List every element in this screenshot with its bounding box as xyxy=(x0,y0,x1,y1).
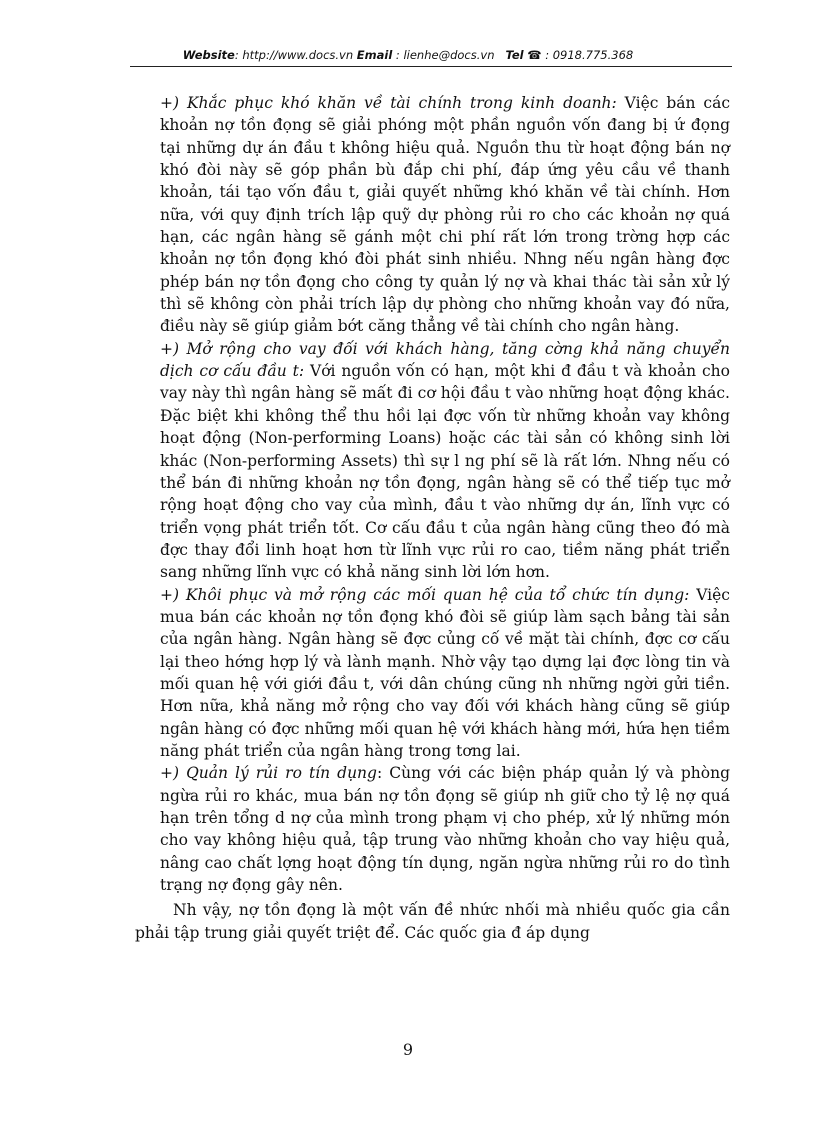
paragraph-financial xyxy=(160,92,730,338)
paragraph-text: Việc bán các khoản nợ tồn đọng sẽ giải phóng một phần nguồn vốn đang bị ứ đọng tại những dự án đầu t không hiệu quả. Nguồn thu từ hoạt động bán nợ khó đòi này sẽ góp phần bù đắp chi phí, đáp ứng yêu cầu về thanh khoản, tái tạo vốn đầu t, giải quyết những khó khăn về tài chính. Hơn nữa, với quy định trích lập quỹ dự phòng rủi ro cho các khoản nợ quá hạn, các ngân hàng sẽ gánh một chi phí rất lớn trong trờng hợp các khoản nợ tồn đọng khó đòi phát sinh nhiều. Nhng nếu ngân hàng đợc phép bán nợ tồn đọng cho công ty quản lý nợ và khai thác tài sản xử lý thì sẽ không còn phải trích lập dự phòng cho những khoản vay đó nữa, điều này sẽ giúp giảm bớt căng thẳng về tài chính cho ngân hàng. xyxy=(160,94,731,336)
email-value: : lienhe@docs.vn xyxy=(392,48,495,62)
website-value: : http://www.docs.vn xyxy=(234,48,354,62)
paragraph-risk xyxy=(160,762,730,896)
tel-value: ☎ : 0918.775.368 xyxy=(523,48,634,62)
document-body xyxy=(135,92,731,944)
website-label: Website xyxy=(182,48,235,62)
paragraph-text: Việc mua bán các khoản nợ tồn đọng khó đòi sẽ giúp làm sạch bảng tài sản của ngân hàng. Ngân hàng sẽ đợc củng cố về mặt tài chính, đợc cơ cấu lại theo hớng hợp lý và lành mạnh. Nhờ vậy tạo dựng lại đợc lòng tin và mối quan hệ với giới đầu t, với dân chúng cũng nh những ngời gửi tiền. Hơn nữa, khả năng mở rộng cho vay đối với khách hàng cũng sẽ giúp ngân hàng có đợc những mối quan hệ với khách hàng mới, hứa hẹn tiềm năng phát triển của ngân hàng trong tơng lai. xyxy=(160,585,730,760)
page-number: 9 xyxy=(402,1040,414,1059)
tel-label: Tel xyxy=(505,48,524,62)
paragraph-text: : Cùng với các biện pháp quản lý và phòng ngừa rủi ro khác, mua bán nợ tồn đọng sẽ giúp nh giữ cho tỷ lệ nợ quá hạn trên tổng d nợ của mình trong phạm vị cho phép, xử lý những món cho vay không hiệu quả, tập trung vào những khoản cho vay hiệu quả, nâng cao chất lợng hoạt động tín dụng, ngăn ngừa những rủi ro do tình trạng nợ đọng gây nên. xyxy=(160,764,731,895)
paragraph-text: Với nguồn vốn có hạn, một khi đ đầu t và khoản cho vay này thì ngân hàng sẽ mất đi cơ hội đầu t vào những hoạt động khác. Đặc biệt khi không thể thu hồi lại đợc vốn từ những khoản vay không hoạt động (Non-performing Loans) hoặc các tài sản có không sinh lời khác (Non-performing Assets) thì sự l ng phí sẽ là rất lớn. Nhng nếu có thể bán đi những khoản nợ tồn đọng, ngân hàng sẽ có thể tiếp tục mở rộng hoạt động cho vay của mình, đầu t vào những dự án, lĩnh vực có triển vọng phát triển tốt. Cơ cấu đầu t của ngân hàng cũng theo đó mà đợc thay đổi linh hoạt hơn từ lĩnh vực rủi ro cao, tiềm năng phát triển sang những lĩnh vực có khả năng sinh lời lớn hơn. xyxy=(160,362,730,582)
paragraph-heading: +) Khôi phục và mở rộng các mối quan hệ của tổ chức tín dụng: xyxy=(160,585,690,604)
header-divider xyxy=(130,66,732,67)
email-label: Email xyxy=(356,48,393,62)
page-header xyxy=(0,48,816,62)
paragraph-relations xyxy=(160,584,730,763)
paragraph-heading: +) Mở rộng cho vay đối với khách hàng, tăng cờng khả năng chuyển dịch cơ cấu đầu t: xyxy=(160,339,730,381)
paragraph-heading: +) Quản lý rủi ro tín dụng xyxy=(160,764,377,783)
paragraph-lending xyxy=(160,338,730,584)
paragraph-heading: +) Khắc phục khó khăn về tài chính trong kinh doanh: xyxy=(160,94,617,112)
closing-paragraph: Nh vậy, nợ tồn đọng là một vấn đề nhức nhối mà nhiều quốc gia cần phải tập trung giải quyết triệt để. Các quốc gia đ áp dụng xyxy=(135,901,730,942)
